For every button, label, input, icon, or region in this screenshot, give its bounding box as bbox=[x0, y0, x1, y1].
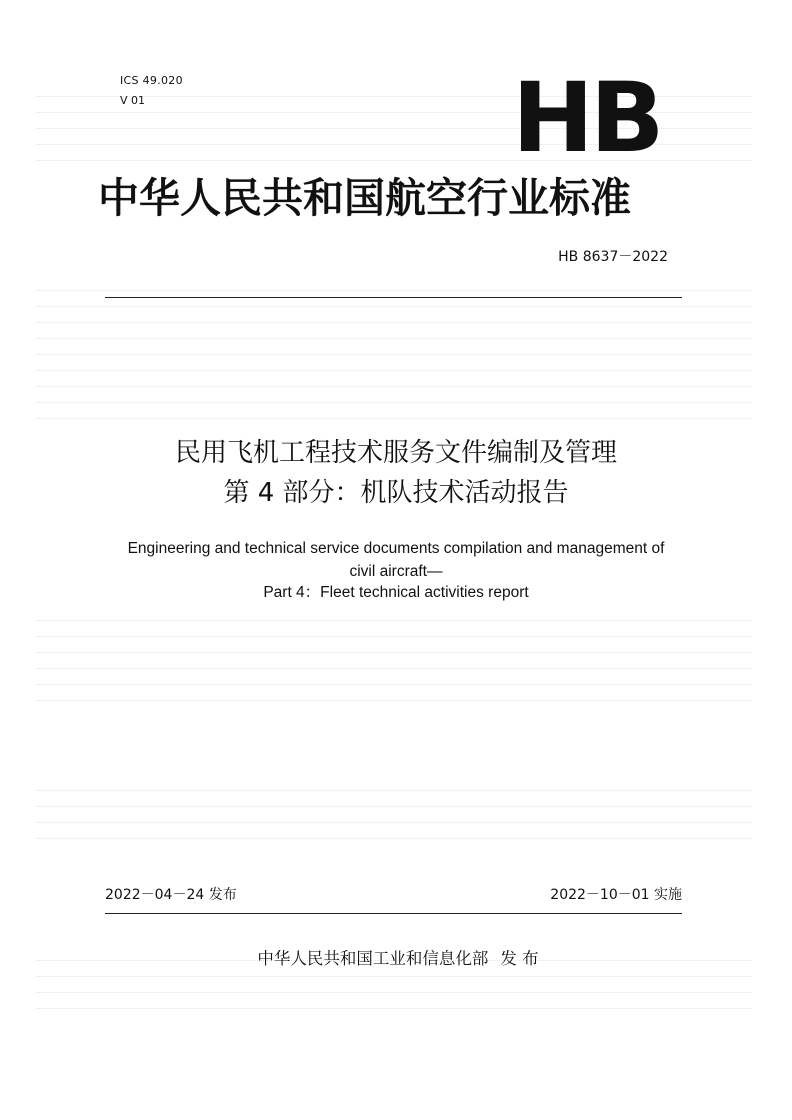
chinese-title-line1: 民用飞机工程技术服务文件编制及管理 bbox=[174, 438, 617, 468]
chinese-title-line2: 第 4 部分：机队技术活动报告 bbox=[223, 478, 569, 508]
issuer-line bbox=[0, 948, 792, 970]
issuer-name: 中华人民共和国工业和信息化部 bbox=[257, 949, 489, 968]
organization-title: 中华人民共和国航空行业标准 bbox=[98, 174, 631, 222]
bottom-divider bbox=[105, 913, 682, 914]
standard-number: HB 8637－2022 bbox=[558, 249, 668, 265]
hb-logo: HB bbox=[512, 62, 661, 174]
issue-date: 2022－04－24 发布 bbox=[105, 887, 237, 903]
english-title-line2: civil aircraft— bbox=[349, 563, 443, 580]
top-divider bbox=[105, 297, 682, 298]
effective-date: 2022－10－01 实施 bbox=[550, 887, 682, 903]
issuer-action: 发 布 bbox=[500, 949, 539, 968]
english-title-line3: Part 4：Fleet technical activities report bbox=[263, 584, 529, 601]
ics-code: ICS 49.020 bbox=[120, 74, 183, 87]
english-title-line1: Engineering and technical service documents compilation and management of bbox=[127, 540, 665, 557]
classification-code: V 01 bbox=[120, 94, 146, 107]
